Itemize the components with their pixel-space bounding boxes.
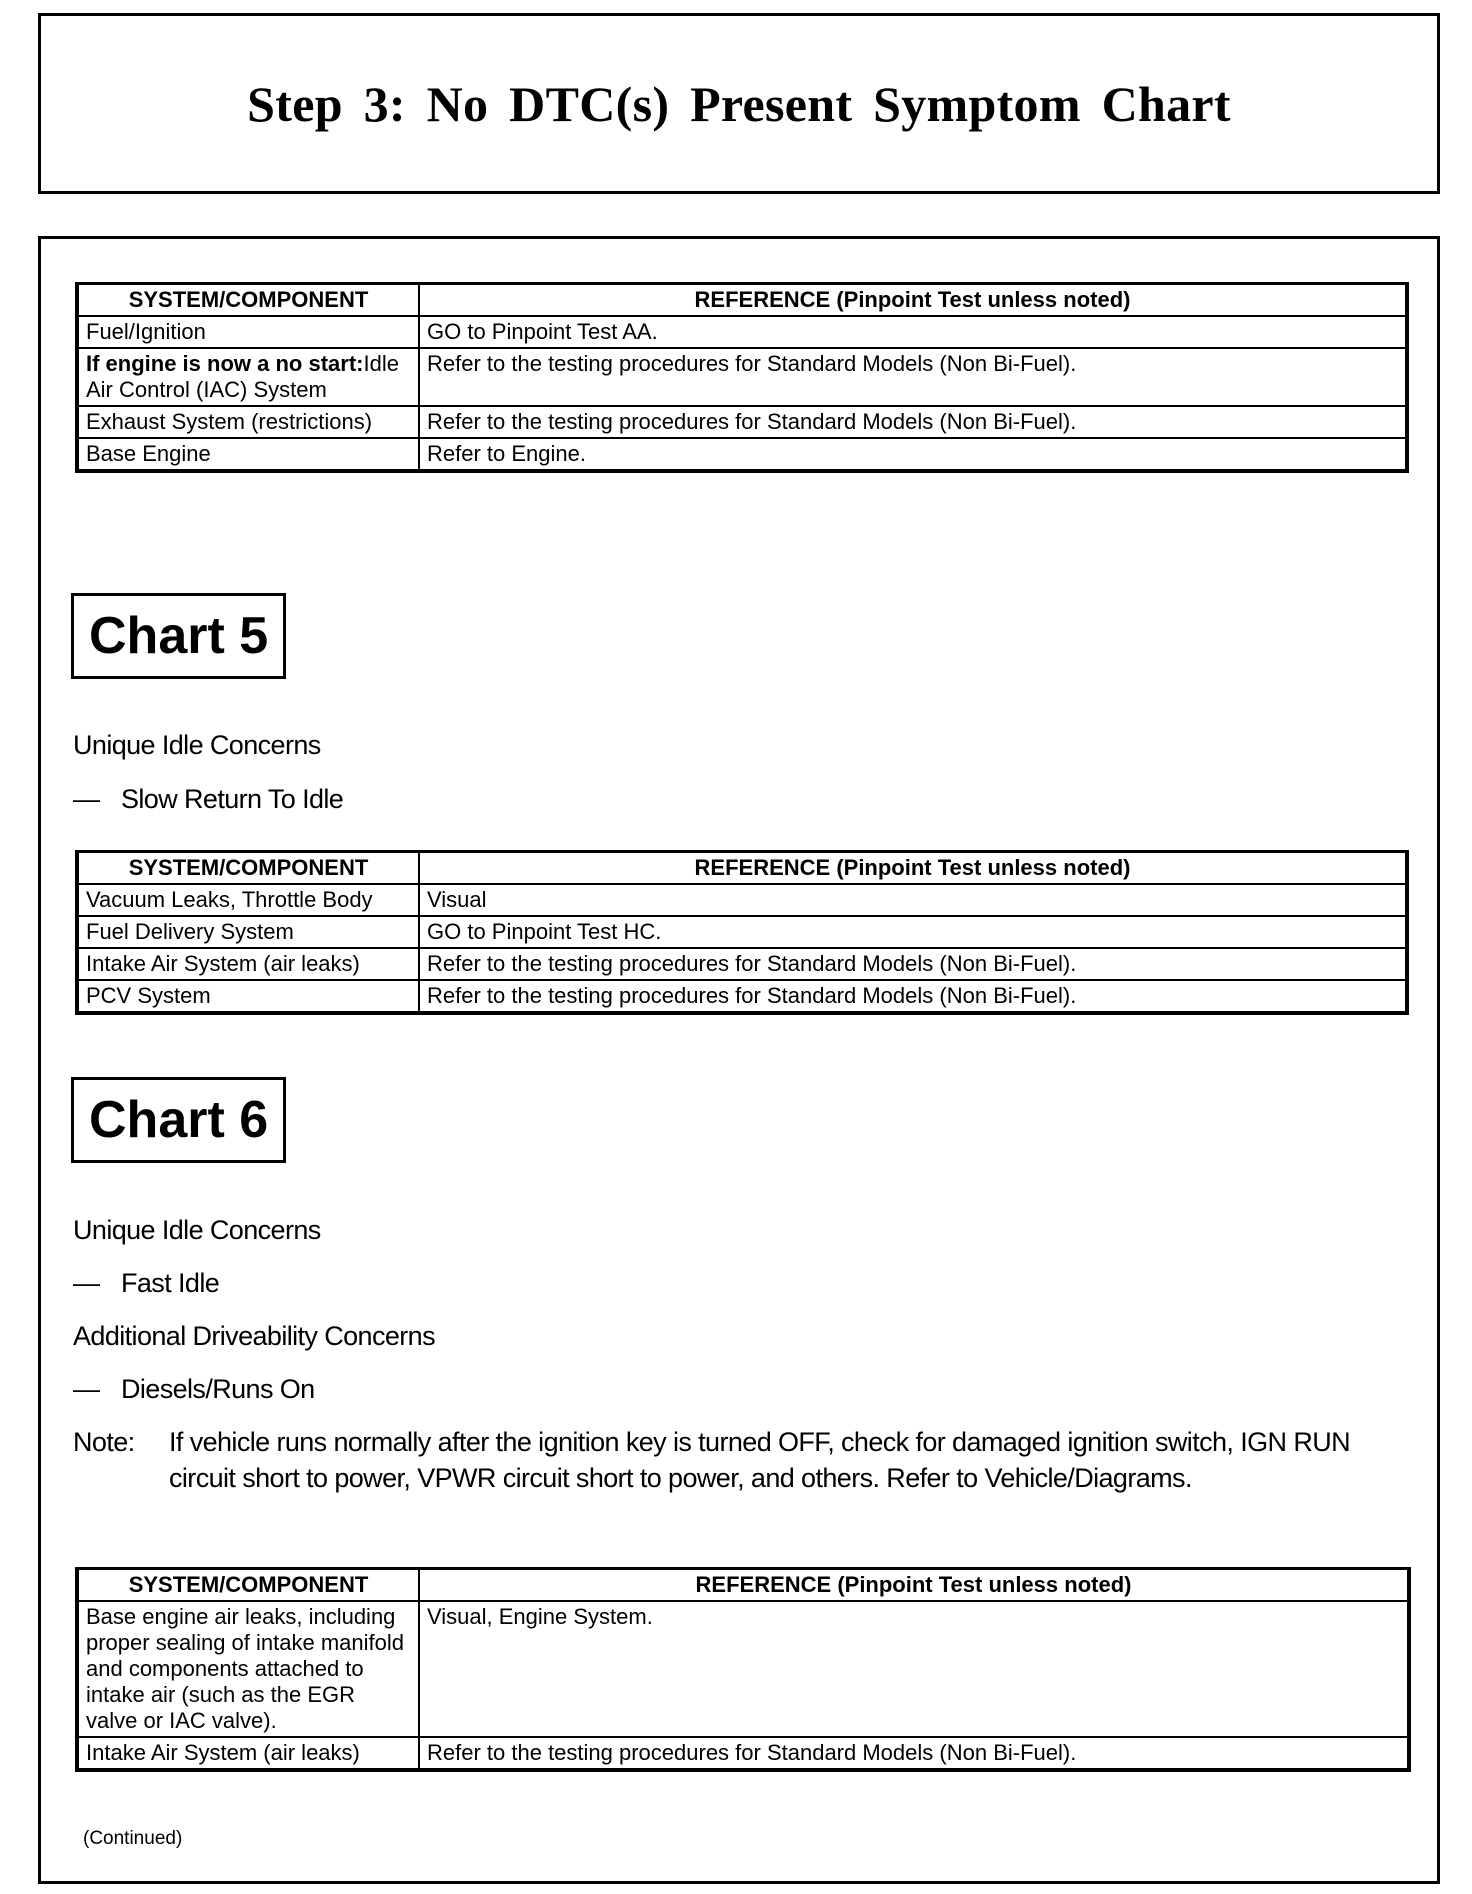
- table-row: [77, 316, 1407, 348]
- component-cell: Intake Air System (air leaks): [77, 1737, 419, 1770]
- symptom-table-chart-5: [75, 850, 1409, 1015]
- table-header-row: [77, 1569, 1409, 1602]
- chart-6-note: [73, 1424, 1423, 1496]
- table-row: [77, 406, 1407, 438]
- table-row: [77, 348, 1407, 406]
- column-header-reference: REFERENCE (Pinpoint Test unless noted): [419, 284, 1407, 317]
- concern-item-text: Fast Idle: [121, 1268, 220, 1298]
- reference-cell: Refer to the testing procedures for Standard Models (Non Bi-Fuel).: [419, 980, 1407, 1013]
- component-cell: Base Engine: [77, 438, 419, 471]
- chart-6-additional-item: [73, 1374, 315, 1405]
- dash-bullet: —: [73, 1374, 100, 1404]
- table-row: [77, 916, 1407, 948]
- chart-5-concern-item: [73, 784, 343, 815]
- chart-6-concern-item: [73, 1268, 219, 1299]
- page-title-box: [38, 13, 1440, 194]
- component-text: Idle Air Control (IAC) System: [86, 351, 399, 402]
- table-row: [77, 980, 1407, 1013]
- additional-item-text: Diesels/Runs On: [121, 1374, 315, 1404]
- concern-item-text: Slow Return To Idle: [121, 784, 344, 814]
- chart-6-concern-heading: Unique Idle Concerns: [73, 1215, 321, 1245]
- column-header-system: SYSTEM/COMPONENT: [77, 284, 419, 317]
- note-label: Note:: [73, 1427, 135, 1457]
- component-cell: Fuel Delivery System: [77, 916, 419, 948]
- dash-bullet: —: [73, 784, 100, 814]
- reference-cell: Refer to the testing procedures for Standard Models (Non Bi-Fuel).: [419, 348, 1407, 406]
- table-row: [77, 1601, 1409, 1737]
- column-header-system: SYSTEM/COMPONENT: [77, 852, 419, 885]
- reference-cell: GO to Pinpoint Test AA.: [419, 316, 1407, 348]
- symptom-table-1: [75, 282, 1409, 473]
- table-header-row: [77, 284, 1407, 317]
- component-cell: Vacuum Leaks, Throttle Body: [77, 884, 419, 916]
- reference-cell: Visual: [419, 884, 1407, 916]
- table-row: [77, 948, 1407, 980]
- component-cell: Exhaust System (restrictions): [77, 406, 419, 438]
- chart-6-label: Chart 6: [71, 1077, 286, 1163]
- table-header-row: [77, 852, 1407, 885]
- chart-6-additional-heading: Additional Driveability Concerns: [73, 1321, 435, 1351]
- reference-cell: Refer to the testing procedures for Standard Models (Non Bi-Fuel).: [419, 1737, 1409, 1770]
- component-lead-text: If engine is now a no start:: [86, 351, 364, 376]
- component-cell: [77, 348, 419, 406]
- reference-cell: Refer to Engine.: [419, 438, 1407, 471]
- content-frame: [38, 236, 1440, 1884]
- component-cell: Fuel/Ignition: [77, 316, 419, 348]
- reference-cell: Visual, Engine System.: [419, 1601, 1409, 1737]
- column-header-reference: REFERENCE (Pinpoint Test unless noted): [419, 1569, 1409, 1602]
- component-cell: Intake Air System (air leaks): [77, 948, 419, 980]
- component-cell: Base engine air leaks, including proper sealing of intake manifold and components attached to intake air (such as the EGR valve or IAC valve).: [77, 1601, 419, 1737]
- component-cell: PCV System: [77, 980, 419, 1013]
- reference-cell: GO to Pinpoint Test HC.: [419, 916, 1407, 948]
- chart-5-label: Chart 5: [71, 593, 286, 679]
- table-row: [77, 1737, 1409, 1770]
- table-row: [77, 438, 1407, 471]
- symptom-table-chart-6: [75, 1567, 1411, 1772]
- column-header-system: SYSTEM/COMPONENT: [77, 1569, 419, 1602]
- reference-cell: Refer to the testing procedures for Standard Models (Non Bi-Fuel).: [419, 948, 1407, 980]
- column-header-reference: REFERENCE (Pinpoint Test unless noted): [419, 852, 1407, 885]
- chart-5-concern-heading: Unique Idle Concerns: [73, 730, 321, 760]
- note-text: If vehicle runs normally after the ignition key is turned OFF, check for damaged ignition switch, IGN RUN circuit short to power, VPWR circuit short to power, and others. Refer to Vehicle/Diagrams.: [169, 1427, 1351, 1493]
- table-row: [77, 884, 1407, 916]
- page-title: Step 3: No DTC(s) Present Symptom Chart: [247, 75, 1231, 132]
- continued-label: (Continued): [83, 1828, 183, 1849]
- reference-cell: Refer to the testing procedures for Standard Models (Non Bi-Fuel).: [419, 406, 1407, 438]
- dash-bullet: —: [73, 1268, 100, 1298]
